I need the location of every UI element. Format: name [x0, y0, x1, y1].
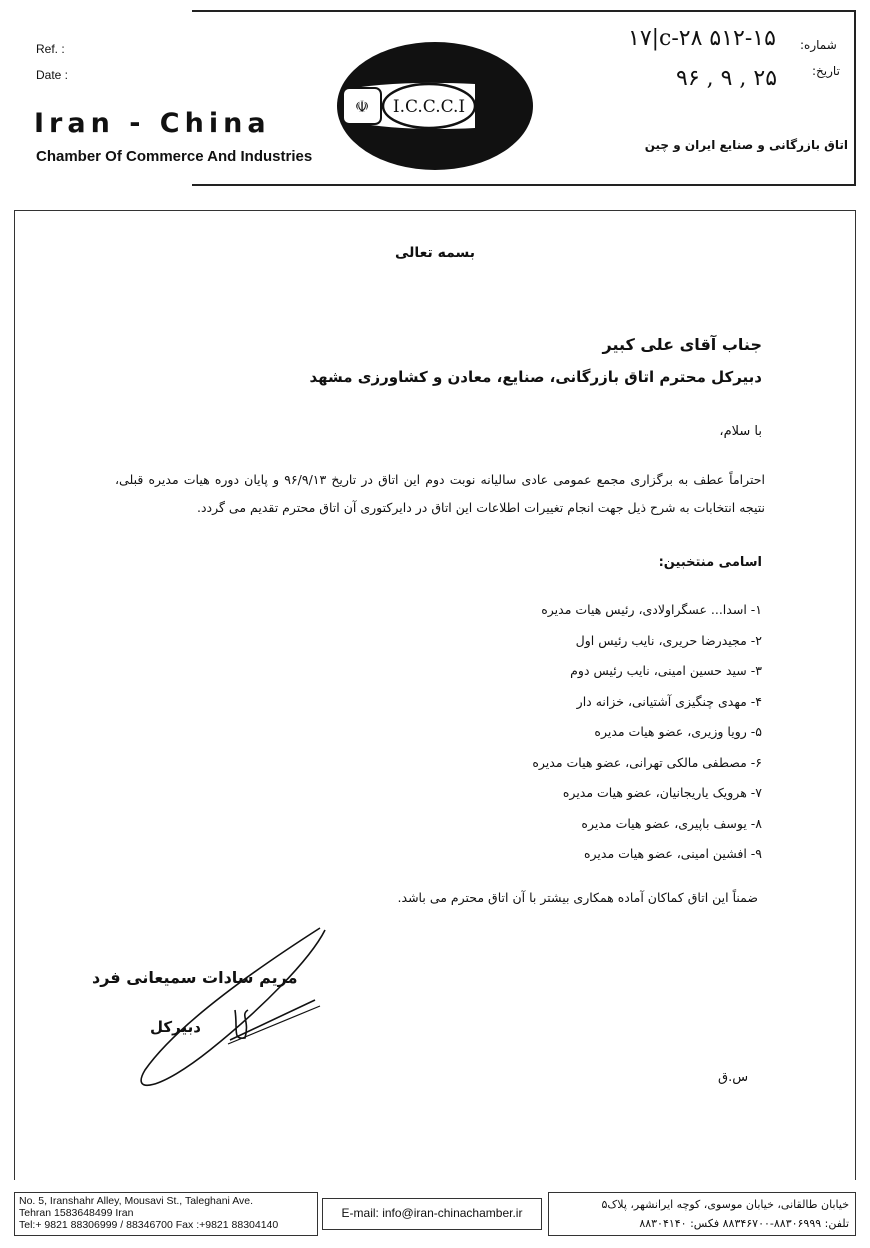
recipient-title: دبیرکل محترم اتاق بازرگانی، صنایع، معادن و کشاورزی مشهد — [309, 368, 762, 386]
basmala: بسمه تعالی — [394, 245, 476, 261]
footer-address-en — [14, 1192, 318, 1236]
signatory-role: دبیرکل — [150, 1018, 201, 1036]
body-paragraph: احتراماً عطف به برگزاری مجمع عمومی عادی سالیانه نوبت دوم این اتاق در تاریخ ۹۶/۹/۱۳ و پایان دوره هیات مدیره قبلی، نتیجه انتخابات به شرح ذیل جهت انجام تغییرات اطلاعات این اتاق در دایرکتوری آن اتاق محترم تقدیم می گردد. — [115, 472, 765, 515]
chamber-logo — [335, 40, 535, 172]
date-label-fa: تاریخ: — [812, 64, 840, 78]
list-item: ۶- مصطفی مالکی تهرانی، عضو هیات مدیره — [532, 754, 762, 770]
address-line-fa: تلفن: ۸۸۳۰۶۹۹۹-۸۸۳۴۶۷۰۰ فکس: ۸۸۳۰۴۱۴۰ — [639, 1217, 849, 1230]
closing-sentence: ضمناً این اتاق کماکان آماده همکاری بیشتر با آن اتاق محترم می باشد. — [397, 890, 758, 905]
brand-subtitle: Chamber Of Commerce And Industries — [36, 148, 313, 165]
number-label: شماره: — [800, 38, 837, 52]
letter-number: ۱۷|c-۲۸ ۵۱۲-۱۵ — [628, 26, 776, 51]
address-line-fa: خیابان طالقانی، خیابان موسوی، کوچه ایرانشهر، پلاک۵ — [601, 1198, 849, 1211]
list-item: ۹- افشین امینی، عضو هیات مدیره — [583, 846, 762, 861]
list-heading: اسامی منتخبین: — [658, 555, 762, 570]
date-label: Date : — [36, 68, 69, 82]
ref-label: Ref. : — [36, 42, 65, 56]
list-item: ۸- یوسف باپیری، عضو هیات مدیره — [581, 815, 762, 831]
address-line: Tel:+ 9821 88306999 / 88346700 Fax :+9821 88304140 — [19, 1219, 279, 1231]
org-name-fa: اتاق بازرگانی و صنایع ایران و چین — [644, 138, 848, 152]
footer-email: E-mail: info@iran-chinachamber.ir — [322, 1198, 542, 1230]
list-item: ۱- اسدا... عسگراولادی، رئیس هیات مدیره — [541, 602, 762, 617]
list-item: ۷- هرویک یاریجانیان، عضو هیات مدیره — [562, 785, 762, 800]
list-item: ۵- رویا وزیری، عضو هیات مدیره — [594, 724, 762, 739]
brand-title: Iran - China — [34, 108, 271, 139]
address-line: No. 5, Iranshahr Alley, Mousavi St., Taleghani Ave. — [19, 1195, 254, 1207]
address-line: Tehran 1583648499 Iran — [19, 1207, 134, 1219]
list-item: ۴- مهدی چنگیزی آشتیانی، خزانه دار — [576, 693, 762, 709]
signature-mark — [120, 920, 340, 1095]
members-list — [532, 595, 762, 870]
signatory-name: مریم سادات سمیعانی فرد — [92, 968, 298, 987]
typist-initials: س.ق — [718, 1070, 749, 1085]
footer-address-fa — [548, 1192, 856, 1236]
recipient-name: جناب آقای علی کبیر — [602, 335, 762, 354]
list-item: ۳- سید حسین امینی، نایب رئیس دوم — [570, 663, 762, 678]
greeting: با سلام، — [719, 424, 762, 439]
logo-text: I.C.C.C.I — [392, 97, 466, 117]
iran-emblem-icon: ☫ — [354, 97, 370, 116]
letter-date: ۹۶ , ۹ , ۲۵ — [676, 66, 778, 91]
list-item: ۲- مجیدرضا حریری، نایب رئیس اول — [575, 632, 762, 648]
